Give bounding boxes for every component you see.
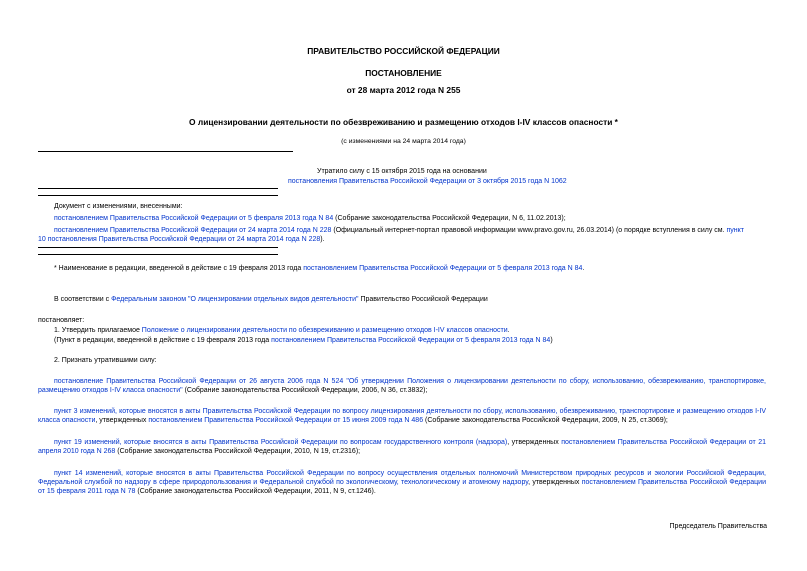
changes-intro: Документ с изменениями, внесенными:: [54, 203, 183, 210]
preamble-law-link[interactable]: Федеральным законом "О лицензировании отдельных видов деятельности": [111, 296, 359, 303]
invalid-d-link[interactable]: пункт 14 изменений, которые вносятся в акты Правительства Российской Федерации по вопросу осуществления отдельных полномочий Министерством природных ресурсов и экологии Российской Федерации, Федеральной службой по надзору в сфере природопользования и Федеральной службой по экологическому, технологическому и атомному надзору: [38, 470, 766, 486]
signature: Председатель Правительства: [669, 523, 767, 530]
invalid-item-c: [38, 438, 766, 456]
invalid-b-text2: (Собрание законодательства Российской Федерации, 2009, N 25, ст.3069);: [423, 417, 668, 424]
change-link-2c[interactable]: 10 постановления Правительства Российской Федерации от 24 марта 2014 года N 228: [38, 236, 321, 243]
footnote-link[interactable]: постановлением Правительства Российской Федерации от 5 февраля 2013 года N 84: [303, 265, 583, 272]
footnote: [54, 264, 584, 273]
change-item-2-cont: [38, 235, 325, 244]
invalid-d-text: , утвержденных: [528, 479, 582, 486]
change-item-1: [54, 214, 566, 223]
divider: [38, 151, 293, 152]
change-text-2: (Официальный интернет-портал правовой информации www.pravo.gov.ru, 26.03.2014) (о порядке вступления в силу см.: [331, 227, 727, 234]
invalid-item-a: [38, 377, 766, 395]
invalid-item-b: [38, 407, 766, 425]
invalid-c-link[interactable]: пункт 19 изменений, которые вносятся в акты Правительства Российской Федерации по вопросам государственного контроля (надзора): [54, 439, 508, 446]
document-date: от 28 марта 2012 года N 255: [346, 85, 461, 95]
footnote-text: * Наименование в редакции, введенной в действие с 19 февраля 2013 года: [54, 265, 304, 272]
repeal-link[interactable]: постановления Правительства Российской Федерации от 3 октября 2015 года N 1062: [288, 178, 567, 185]
invalid-a-text: (Собрание законодательства Российской Федерации, 2006, N 36, ст.3832);: [182, 387, 428, 394]
item-2: 2. Признать утратившими силу:: [54, 357, 157, 364]
invalid-b-text: , утвержденных: [95, 417, 149, 424]
change-text-2-end: ).: [320, 236, 325, 243]
document-type: ПОСТАНОВЛЕНИЕ: [365, 68, 442, 78]
item-1-link[interactable]: Положение о лицензировании деятельности по обезвреживанию и размещению отходов I-IV классов опасности: [141, 327, 508, 334]
invalid-c-link2[interactable]: постановлением Правительства Российской Федерации от 21 апреля 2010 года N 268: [38, 439, 766, 455]
invalid-b-link2[interactable]: постановлением Правительства Российской Федерации от 15 июня 2009 года N 486: [148, 417, 424, 424]
item-1-text: 1. Утвердить прилагаемое: [54, 327, 142, 334]
item-1-note-end: ): [550, 337, 553, 344]
invalid-item-d: [38, 469, 766, 496]
divider: [38, 188, 278, 189]
document-title: О лицензировании деятельности по обезвреживанию и размещению отходов I-IV классов опасности *: [189, 117, 618, 127]
divider: [38, 195, 278, 196]
change-text-1: (Собрание законодательства Российской Федерации, N 6, 11.02.2013);: [333, 215, 566, 222]
preamble: [54, 295, 488, 304]
change-link-1[interactable]: постановлением Правительства Российской Федерации от 5 февраля 2013 года N 84: [54, 215, 334, 222]
item-1-note: [54, 336, 553, 345]
change-link-2b[interactable]: пункт: [726, 227, 745, 234]
repeal-status: Утратило силу с 15 октября 2015 года на основании: [317, 168, 487, 175]
invalid-d-text2: (Собрание законодательства Российской Федерации, 2011, N 9, ст.1246).: [135, 488, 376, 495]
invalid-d-link2[interactable]: постановлением Правительства Российской Федерации от 15 февраля 2011 года N 78: [38, 479, 766, 495]
item-1: [54, 326, 510, 335]
divider: [38, 247, 278, 248]
invalid-c-text2: (Собрание законодательства Российской Федерации, 2010, N 19, ст.2316);: [115, 448, 361, 455]
preamble-end: Правительство Российской Федерации: [358, 296, 488, 303]
item-1-note-text: (Пункт в редакции, введенной в действие с 19 февраля 2013 года: [54, 337, 272, 344]
item-1-note-link[interactable]: постановлением Правительства Российской Федерации от 5 февраля 2013 года N 84: [271, 337, 551, 344]
invalid-b-link[interactable]: пункт 3 изменений, которые вносятся в акты Правительства Российской Федерации по вопросу лицензирования деятельности по сбору, использованию, обезвреживанию, транспортировке и размещению отходов I-IV класса опасности: [38, 408, 766, 424]
decides: постановляет:: [38, 317, 85, 324]
change-item-2: [54, 226, 744, 235]
change-link-2[interactable]: постановлением Правительства Российской Федерации от 24 марта 2014 года N 228: [54, 227, 332, 234]
amended-note: (с изменениями на 24 марта 2014 года): [341, 138, 466, 145]
footnote-end: .: [582, 265, 585, 272]
invalid-c-text: , утвержденных: [507, 439, 562, 446]
preamble-text: В соответствии с: [54, 296, 112, 303]
divider: [38, 254, 278, 255]
government-name: ПРАВИТЕЛЬСТВО РОССИЙСКОЙ ФЕДЕРАЦИИ: [307, 46, 500, 56]
invalid-a-link[interactable]: постановление Правительства Российской Федерации от 26 августа 2006 года N 524 "Об утверждении Положения о лицензировании деятельности по сбору, использованию, обезвреживанию, транспортировке, размещению отходов I-IV класса опасности": [38, 378, 766, 394]
item-1-end: .: [507, 327, 510, 334]
